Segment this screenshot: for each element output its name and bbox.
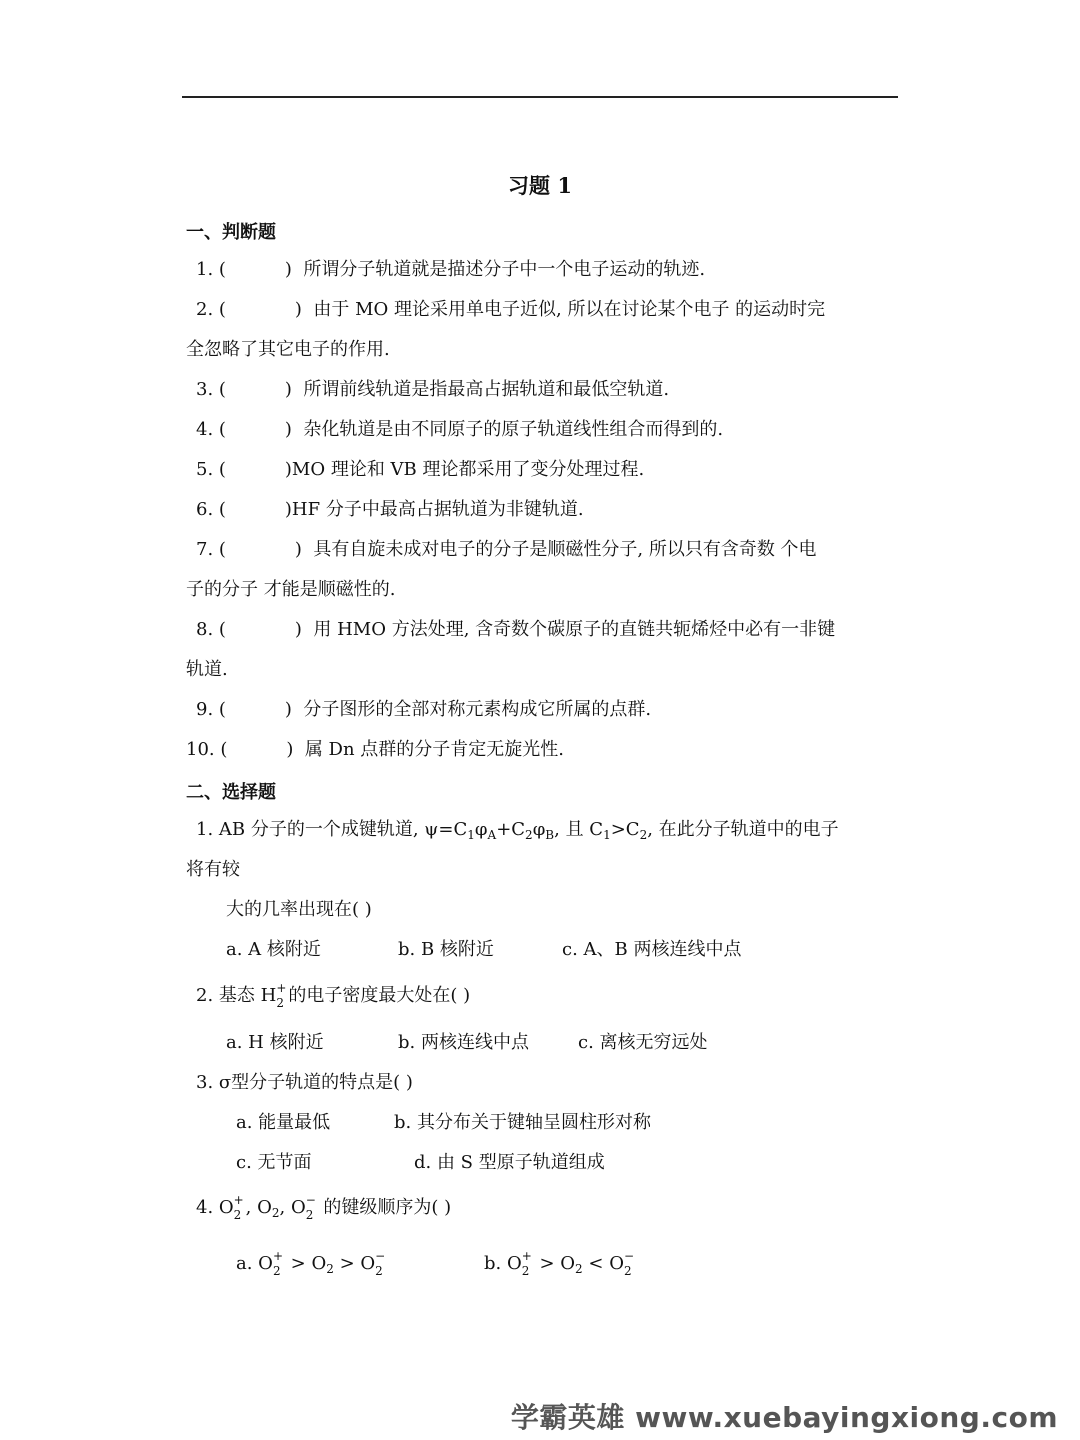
choice-q1-option-a: a. A 核附近 — [226, 939, 321, 960]
section-heading-choice: 二、选择题 — [186, 782, 276, 803]
judgement-item-9: 9. ( ) 分子图形的全部对称元素构成它所属的点群. — [196, 699, 652, 720]
choice-q2-option-a: a. H 核附近 — [226, 1032, 324, 1053]
judgement-item-1: 1. ( ) 所谓分子轨道就是描述分子中一个电子运动的轨迹. — [196, 259, 706, 280]
judgement-item-6: 6. ( )HF 分子中最高占据轨道为非键轨道. — [196, 499, 584, 520]
choice-q2-option-b: b. 两核连线中点 — [398, 1032, 529, 1053]
choice-question-1-line3: 大的几率出现在( ) — [226, 899, 372, 920]
choice-q4-option-b: b. O + 2 > $O_2 < O$ − 2 — [484, 1249, 635, 1278]
judgement-item-5: 5. ( )MO 理论和 VB 理论都采用了变分处理过程. — [196, 459, 645, 480]
choice-question-3: 3. σ型分子轨道的特点是( ) — [196, 1072, 413, 1093]
judgement-item-10: 10. ( ) 属 Dn 点群的分子肯定无旋光性. — [186, 739, 565, 760]
choice-question-4: 4. O + 2 , $O_2$, O − 2 的键级顺序为( ) — [196, 1193, 452, 1222]
choice-q1-option-b: b. B 核附近 — [398, 939, 494, 960]
choice-q3-option-c: c. 无节面 — [236, 1152, 312, 1173]
judgement-item-7: 7. ( ) 具有自旋未成对电子的分子是顺磁性分子, 所以只有含奇数 个电 — [196, 539, 817, 560]
choice-q3-option-a: a. 能量最低 — [236, 1112, 331, 1133]
header-rule — [182, 96, 898, 98]
choice-q2-option-c: c. 离核无穷远处 — [578, 1032, 708, 1053]
judgement-item-4: 4. ( ) 杂化轨道是由不同原子的原子轨道线性组合而得到的. — [196, 419, 724, 440]
choice-question-2: 2. 基态 H + 2 的电子密度最大处在( ) — [196, 981, 471, 1010]
choice-q4-option-a: a. O + 2 > $O_2 > O$ − 2 — [236, 1249, 386, 1278]
page-title: 习题 1 — [508, 173, 572, 198]
choice-q1-option-c: c. A、B 两核连线中点 — [562, 939, 742, 960]
judgement-item-8-cont: 轨道. — [186, 659, 228, 680]
choice-q3-option-b: b. 其分布关于键轴呈圆柱形对称 — [394, 1112, 651, 1133]
choice-question-1-line2: 将有较 — [186, 859, 240, 880]
judgement-item-7-cont: 子的分子 才能是顺磁性的. — [186, 579, 396, 600]
choice-q3-option-d: d. 由 S 型原子轨道组成 — [414, 1152, 605, 1173]
judgement-item-2: 2. ( ) 由于 MO 理论采用单电子近似, 所以在讨论某个电子 的运动时完 — [196, 299, 826, 320]
watermark: 学霸英雄 www.xuebayingxiong.com — [510, 1401, 1058, 1434]
judgement-item-3: 3. ( ) 所谓前线轨道是指最高占据轨道和最低空轨道. — [196, 379, 670, 400]
choice-question-1: 1. AB 分子的一个成键轨道, $\psi=C_1\varphi_A+C_2\varphi_B$, 且 $C_1>C_2$, 在此分子轨道中的电子 — [196, 819, 839, 842]
judgement-item-8: 8. ( ) 用 HMO 方法处理, 含奇数个碳原子的直链共轭烯烃中必有一非键 — [196, 619, 836, 640]
section-heading-judgement: 一、判断题 — [186, 222, 276, 243]
judgement-item-2-cont: 全忽略了其它电子的作用. — [186, 339, 390, 360]
